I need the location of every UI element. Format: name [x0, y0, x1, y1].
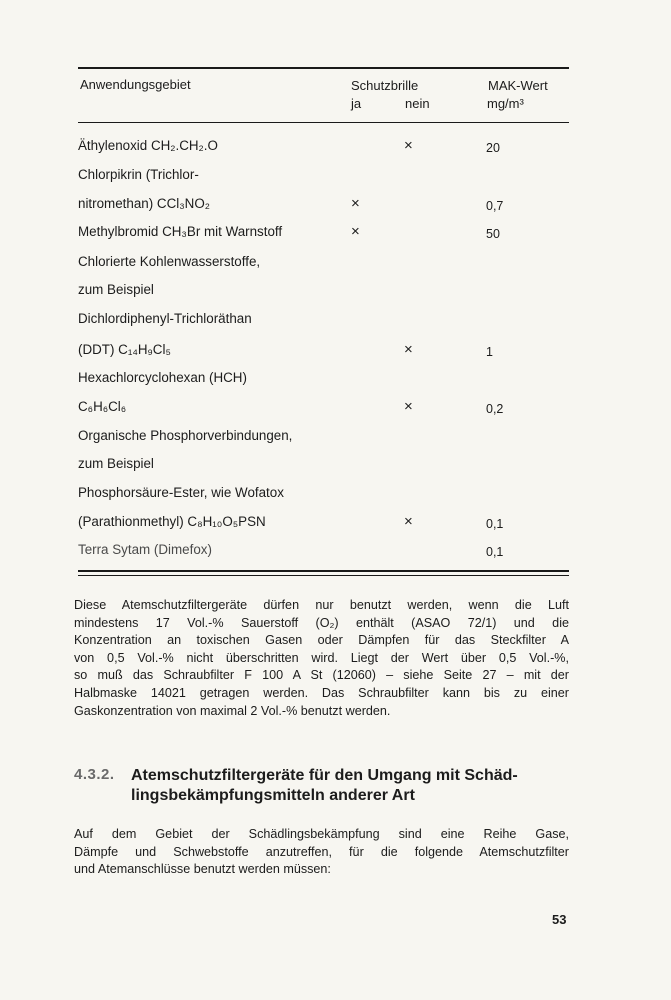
- page-number: 53: [552, 912, 567, 927]
- header-mak-wert: MAK-Wert: [488, 78, 548, 93]
- header-unit: mg/m³: [487, 96, 524, 111]
- paragraph-line: Halbmaske 14021 getragen werden. Das Schraubfilter kann bis zu einer: [74, 685, 569, 700]
- table-row: [0, 194, 671, 218]
- table-row: [0, 426, 671, 450]
- paragraph-filter-conditions: [74, 597, 569, 720]
- section-title-line: Atemschutzfiltergeräte für den Umgang mit Schäd-: [131, 767, 518, 784]
- paragraph-pest-control: [74, 826, 569, 879]
- table-row: [0, 340, 671, 364]
- table-row: [0, 483, 671, 507]
- mak-value: 20: [486, 141, 500, 155]
- section-title: [131, 766, 571, 806]
- table-row: [0, 454, 671, 478]
- row-text: C₆H₆Cl₆: [78, 399, 127, 414]
- row-text: (DDT) C₁₄H₉Cl₅: [78, 342, 171, 357]
- nein-mark: ×: [404, 513, 413, 530]
- nein-mark: ×: [404, 137, 413, 154]
- table-row: [0, 165, 671, 189]
- table-row: [0, 136, 671, 160]
- paragraph-line: so muß das Schraubfilter F 100 A St (12060) – siehe Seite 27 – mit der: [74, 668, 569, 683]
- row-text: Methylbromid CH₃Br mit Warnstoff: [78, 224, 283, 239]
- mak-value: 0,7: [486, 199, 504, 213]
- table-row: [0, 309, 671, 333]
- paragraph-line: Diese Atemschutzfiltergeräte dürfen nur benutzt werden, wenn die Luft: [74, 598, 569, 612]
- table-bottom-rule-thin: [78, 575, 569, 576]
- table-bottom-rule: [78, 570, 569, 572]
- table-top-rule: [78, 67, 569, 69]
- mak-value: 1: [486, 345, 493, 359]
- table-row: [0, 222, 671, 246]
- mak-value: 0,1: [486, 517, 504, 531]
- row-text: Chlorpikrin (Trichlor-: [78, 167, 199, 182]
- row-text: Phosphorsäure-Ester, wie Wofatox: [78, 485, 284, 500]
- table-row: [0, 397, 671, 421]
- paragraph-line: Gaskonzentration von maximal 2 Vol.-% benutzt werden.: [74, 703, 391, 718]
- header-schutzbrille: Schutzbrille: [351, 78, 419, 93]
- row-text: Äthylenoxid CH₂.CH₂.O: [78, 138, 218, 153]
- paragraph-line: von 0,5 Vol.-% nicht überschritten wird. Liegt der Wert über 0,5 Vol.-%,: [74, 650, 569, 665]
- mak-value: 50: [486, 227, 500, 241]
- ja-mark: ×: [351, 195, 360, 212]
- section-title-line: lingsbekämpfungsmitteln anderer Art: [131, 787, 415, 804]
- row-text: Chlorierte Kohlenwasserstoffe,: [78, 254, 261, 269]
- table-row: [0, 252, 671, 276]
- mak-value: 0,1: [486, 545, 504, 559]
- paragraph-line: und Atemanschlüsse benutzt werden müssen:: [74, 862, 331, 877]
- table-row: [0, 512, 671, 536]
- table-row: [0, 280, 671, 304]
- row-text: zum Beispiel: [78, 456, 154, 471]
- row-text: (Parathionmethyl) C₈H₁₀O₅PSN: [78, 514, 266, 529]
- header-ja: ja: [351, 96, 362, 111]
- mak-value: 0,2: [486, 402, 504, 416]
- table-header-rule: [78, 122, 569, 123]
- header-anwendungsgebiet: Anwendungsgebiet: [80, 77, 191, 92]
- row-text: nitromethan) CCl₃NO₂: [78, 196, 210, 211]
- row-text: Dichlordiphenyl-Trichloräthan: [78, 311, 252, 326]
- row-text: zum Beispiel: [78, 282, 154, 297]
- nein-mark: ×: [404, 341, 413, 358]
- row-text: Terra Sytam (Dimefox): [78, 542, 212, 557]
- section-number: 4.3.2.: [74, 766, 115, 783]
- ja-mark: ×: [351, 223, 360, 240]
- paragraph-line: Konzentration an toxischen Gasen oder Dämpfen für das Steckfilter A: [74, 633, 569, 648]
- row-text: Hexachlorcyclohexan (HCH): [78, 370, 247, 385]
- paragraph-line: Dämpfe und Schwebstoffe anzutreffen, für die folgende Atemschutzfilter: [74, 844, 569, 859]
- paragraph-line: mindestens 17 Vol.-% Sauerstoff (O₂) enthält (ASAO 72/1) und die: [74, 615, 569, 630]
- header-nein: nein: [405, 96, 430, 111]
- row-text: Organische Phosphorverbindungen,: [78, 428, 293, 443]
- table-row: [0, 540, 671, 564]
- paragraph-line: Auf dem Gebiet der Schädlingsbekämpfung sind eine Reihe Gase,: [74, 827, 569, 841]
- table-row: [0, 368, 671, 392]
- nein-mark: ×: [404, 398, 413, 415]
